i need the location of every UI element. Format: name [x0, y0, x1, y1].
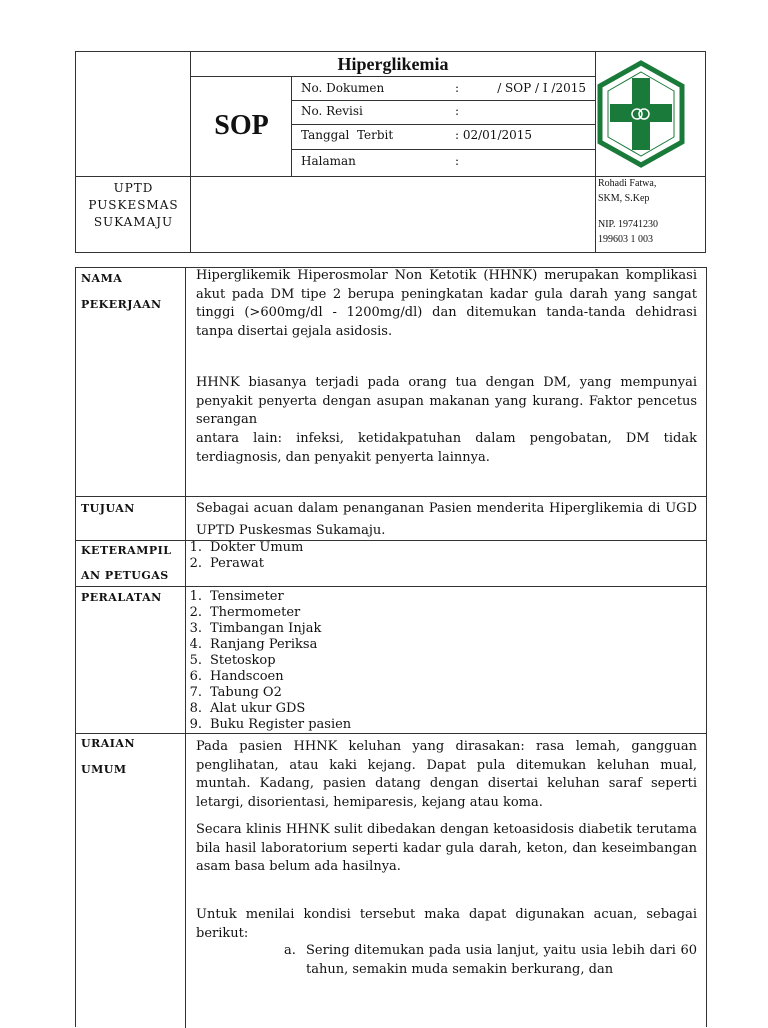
row-divider: [76, 733, 706, 734]
document-title: Hiperglikemia: [337, 54, 449, 74]
meta-value-tanggal: : 02/01/2015: [455, 128, 533, 142]
org-line: SUKAMAJU: [93, 215, 174, 229]
signatory-nip: NIP. 19741230: [598, 219, 659, 230]
list-item: 5. Stetoskop: [189, 653, 276, 668]
list-item: 4. Ranjang Periksa: [189, 637, 318, 652]
meta-value-halaman: :: [455, 154, 460, 168]
tujuan-text: Sebagai acuan dalam penanganan Pasien menderita Hiperglikemia di UGD UPTD Puskesmas Sukamaju.: [196, 501, 697, 538]
label-uraian: URAIAN: [81, 737, 136, 750]
list-item: 2. Thermometer: [189, 605, 301, 620]
list-item: 1. Tensimeter: [189, 589, 284, 604]
list-item: 3. Timbangan Injak: [189, 621, 322, 636]
signatory-title: SKM, S.Kep: [598, 193, 650, 204]
meta-value-revisi: :: [455, 104, 460, 118]
organization-name: [76, 180, 191, 231]
org-line: PUSKESMAS: [88, 198, 179, 212]
uraian-paragraph-1: Pada pasien HHNK keluhan yang dirasakan: rasa lemah, gangguan penglihatan, atau kaki kejang. Dapat pula ditemukan keluhan mual, muntah. Kadang, pasien datang dengan disertai keluhan saraf seperti letargi, disorientasi, hemiparesis, kejang atau koma.: [196, 739, 697, 810]
meta-label-halaman: Halaman: [301, 154, 356, 168]
nama-paragraph-1: Hiperglikemik Hiperosmolar Non Ketotik (HHNK) merupakan komplikasi akut pada DM tipe 2 berupa peningkatan kadar gula darah yang sangat tinggi (>600mg/dl - 1200mg/dl) dan ditemukan tanda-tanda dehidrasi tanpa disertai gejala asidosis.: [196, 268, 697, 339]
keterampilan-list: [177, 540, 303, 572]
label-nama: NAMA: [81, 272, 123, 285]
meta-value-dokumen: : / SOP / I /2015: [455, 81, 586, 95]
label-tujuan: TUJUAN: [81, 502, 135, 515]
uraian-paragraph-2: Secara klinis HHNK sulit dibedakan dengan ketoasidosis diabetik terutama bila hasil laboratorium seperti kadar gula darah, keton, dan keseimbangan asam basa belum ada hasilnya.: [196, 822, 697, 874]
uraian-sub-item: Sering ditemukan pada usia lanjut, yaitu usia lebih dari 60 tahun, semakin muda semakin berkurang, dan: [306, 943, 697, 977]
divider: [291, 149, 595, 150]
document-header: [75, 51, 706, 253]
list-item: 1. Dokter Umum: [189, 540, 304, 555]
nama-paragraph-3: antara lain: infeksi, ketidakpatuhan dalam pengobatan, DM tidak terdiagnosis, dan penyakit penyerta lainnya.: [196, 431, 697, 465]
org-line: UPTD: [113, 181, 154, 195]
label-petugas: AN PETUGAS: [81, 569, 169, 582]
uraian-paragraph-3: Untuk menilai kondisi tersebut maka dapat digunakan acuan, sebagai berikut:: [196, 907, 697, 941]
signatory-name: Rohadi Fatwa,: [598, 178, 657, 189]
sop-content-table: [75, 267, 707, 1027]
sub-item-marker: a.: [284, 943, 296, 958]
meta-label-revisi: No. Revisi: [301, 104, 363, 118]
row-divider: [76, 496, 706, 497]
nama-paragraph-2: HHNK biasanya terjadi pada orang tua dengan DM, yang mempunyai penyakit penyerta dengan asupan makanan yang kurang. Faktor pencetus serangan: [196, 375, 697, 427]
signatory-block: [598, 176, 706, 247]
label-umum: UMUM: [81, 763, 127, 776]
signatory-nip: 199603 1 003: [598, 234, 653, 245]
sop-label: SOP: [214, 110, 269, 141]
peralatan-list: [177, 589, 351, 733]
divider: [291, 100, 595, 101]
divider: [291, 124, 595, 125]
list-item: 7. Tabung O2: [189, 685, 282, 700]
label-peralatan: PERALATAN: [81, 591, 162, 604]
list-item: 6. Handscoen: [189, 669, 284, 684]
row-divider: [76, 586, 706, 587]
meta-label-tanggal: Tanggal Terbit: [301, 128, 394, 142]
list-item: 8. Alat ukur GDS: [189, 701, 306, 716]
label-pekerjaan: PEKERJAAN: [81, 298, 162, 311]
label-keterampilan: KETERAMPIL: [81, 544, 172, 557]
list-item: 2. Perawat: [189, 556, 264, 571]
list-item: 9. Buku Register pasien: [189, 717, 352, 732]
meta-label-dokumen: No. Dokumen: [301, 81, 385, 95]
puskesmas-logo-icon: [596, 60, 686, 168]
